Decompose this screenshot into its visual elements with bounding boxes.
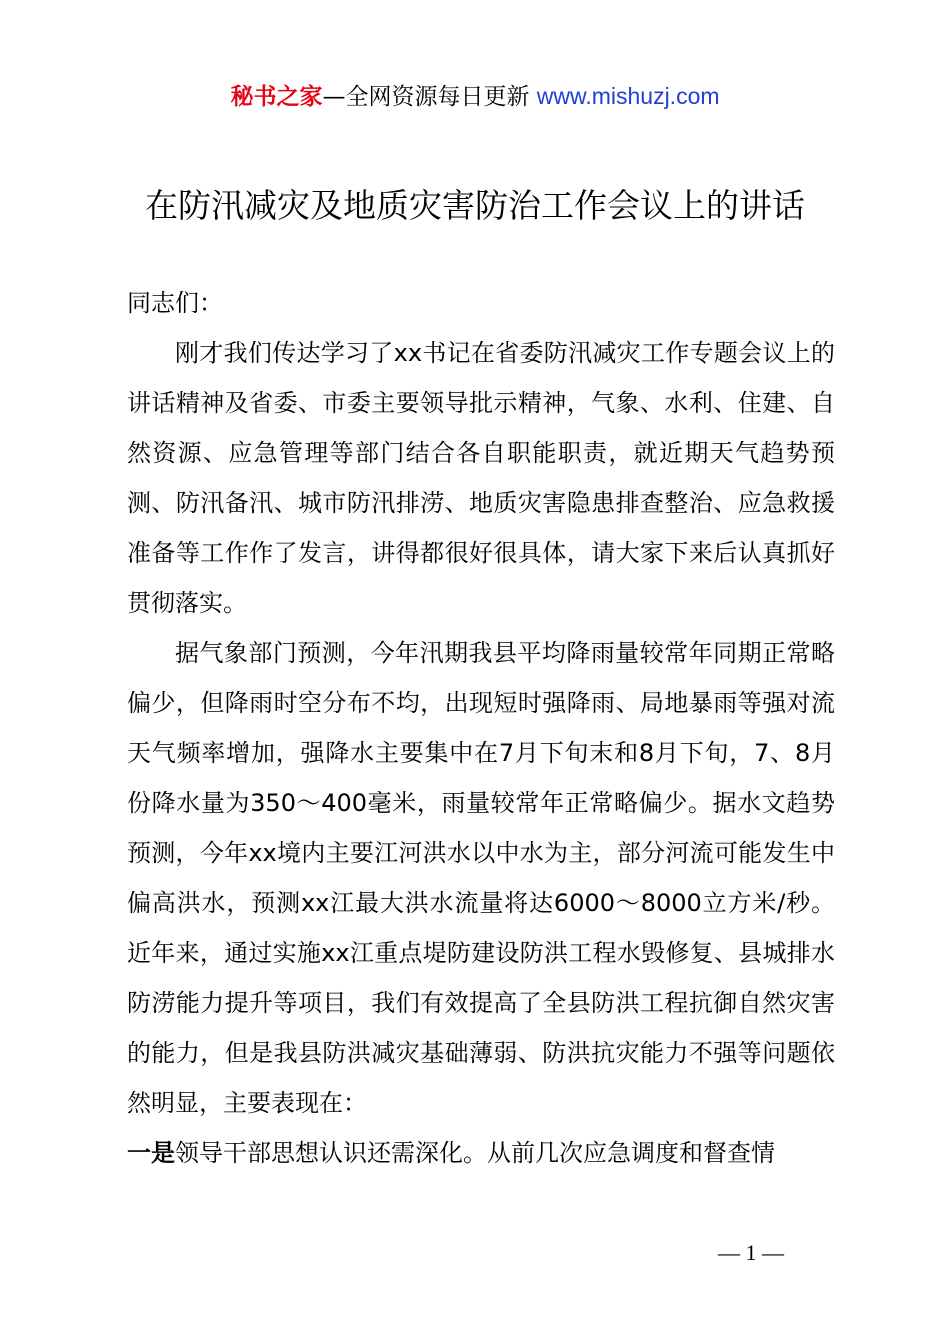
paragraph-3 [127, 1128, 835, 1178]
site-url[interactable]: www.mishuzj.com [536, 83, 720, 109]
brand-name: 秘书之家 [230, 84, 323, 110]
paragraph-3-lead: 一是 [127, 1139, 175, 1167]
document-title: 在防汛减灾及地质灾害防治工作会议上的讲话 [145, 186, 805, 225]
paragraph-1: 刚才我们传达学习了xx书记在省委防汛减灾工作专题会议上的讲话精神及省委、市委主要领导批示精神，气象、水利、住建、自然资源、应急管理等部门结合各自职能职责，就近期天气趋势预测、防汛备汛、城市防汛排涝、地质灾害隐患排查整治、应急救援准备等工作作了发言，讲得都很好很具体，请大家下来后认真抓好贯彻落实。 [127, 339, 835, 617]
site-header [0, 78, 950, 115]
salutation: 同志们： [127, 289, 223, 317]
header-tagline: —全网资源每日更新 [322, 84, 530, 110]
paragraph-3-text: 领导干部思想认识还需深化。从前几次应急调度和督查情 [175, 1139, 775, 1167]
paragraph-2: 据气象部门预测，今年汛期我县平均降雨量较常年同期正常略偏少，但降雨时空分布不均，出现短时强降雨、局地暴雨等强对流天气频率增加，强降水主要集中在7月下旬末和8月下旬，7、8月份降水量为350～400毫米，雨量较常年正常略偏少。据水文趋势预测，今年xx境内主要江河洪水以中水为主，部分河流可能发生中偏高洪水，预测xx江最大洪水流量将达6000～8000立方米/秒。近年来，通过实施xx江重点堤防建设防洪工程水毁修复、县城排水防涝能力提升等项目，我们有效提高了全县防洪工程抗御自然灾害的能力，但是我县防洪减灾基础薄弱、防洪抗灾能力不强等问题依然明显，主要表现在： [127, 639, 835, 1117]
document-body [127, 278, 835, 1178]
page-number: — 1 — [718, 1240, 784, 1265]
